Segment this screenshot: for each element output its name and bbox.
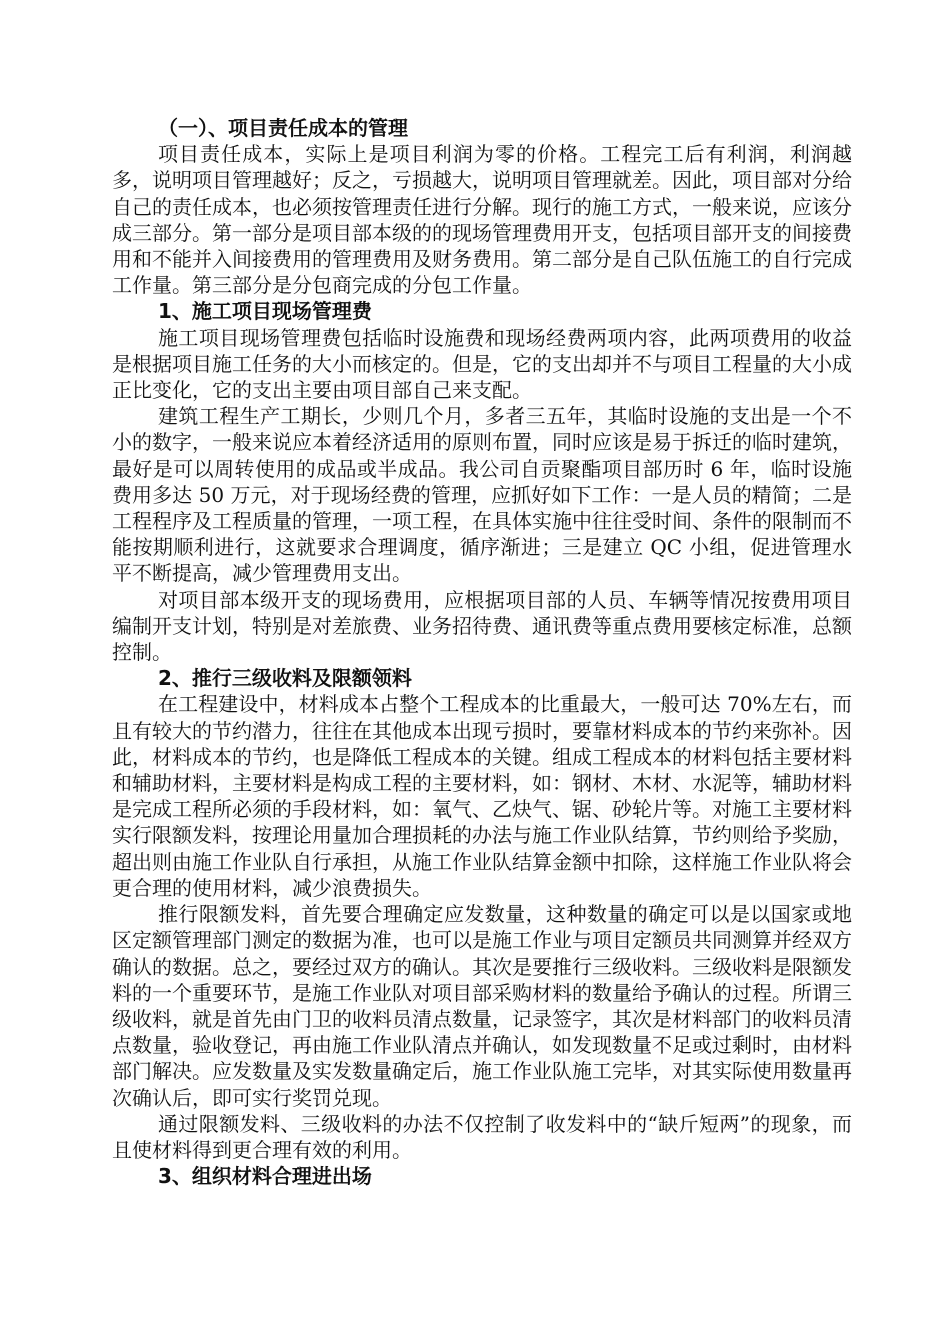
- subsection-heading: 3、组织材料合理进出场: [158, 1164, 372, 1189]
- body-paragraph: 对项目部本级开支的现场费用，应根据项目部的人员、车辆等情况按费用项目编制开支计划，特别是对差旅费、业务招待费、通讯费等重点费用要核定标准，总额控制。: [112, 587, 852, 665]
- subsection-heading: 1、施工项目现场管理费: [158, 299, 372, 324]
- body-paragraph: 通过限额发料、三级收料的办法不仅控制了收发料中的“缺斤短两”的现象，而且使材料得到更合理有效的利用。: [112, 1111, 852, 1162]
- section-heading: （一）、项目责任成本的管理: [158, 116, 408, 140]
- body-paragraph: 施工项目现场管理费包括临时设施费和现场经费两项内容，此两项费用的收益是根据项目施工任务的大小而核定的。但是，它的支出却并不与项目工程量的大小成正比变化，它的支出主要由项目部自己来支配。: [112, 325, 852, 403]
- body-paragraph: 推行限额发料，首先要合理确定应发数量，这种数量的确定可以是以国家或地区定额管理部门测定的数据为准，也可以是施工作业与项目定额员共同测算并经双方确认的数据。总之，要经过双方的确认。其次是要推行三级收料。三级收料是限额发料的一个重要环节，是施工作业队对项目部采购材料的数量给予确认的过程。所谓三级收料，就是首先由门卫的收料员清点数量，记录签字，其次是材料部门的收料员清点数量，验收登记，再由施工作业队清点并确认，如发现数量不足或过剩时，由材料部门解决。应发数量及实发数量确定后，施工作业队施工完毕，对其实际使用数量再次确认后，即可实行奖罚兑现。: [112, 902, 852, 1110]
- body-paragraph: 建筑工程生产工期长，少则几个月，多者三五年，其临时设施的支出是一个不小的数字，一般来说应本着经济适用的原则布置，同时应该是易于拆迁的临时建筑，最好是可以周转使用的成品或半成品。我公司自贡聚酯项目部历时 6 年，临时设施费用多达 50 万元，对于现场经费的管理，应抓好如下工作：一是人员的精简；二是工程程序及工程质量的管理，一项工程，在具体实施中往往受时间、条件的限制而不能按期顺利进行，这就要求合理调度，循序渐进；三是建立 QC 小组，促进管理水平不断提高，减少管理费用支出。: [112, 404, 852, 586]
- body-paragraph: 项目责任成本，实际上是项目利润为零的价格。工程完工后有利润，利润越多，说明项目管理越好；反之，亏损越大，说明项目管理就差。因此，项目部对分给自己的责任成本，也必须按管理责任进行分解。现行的施工方式，一般来说，应该分成三部分。第一部分是项目部本级的的现场管理费用开支，包括项目部开支的间接费用和不能并入间接费用的管理费用及财务费用。第二部分是自己队伍施工的自行完成工作量。第三部分是分包商完成的分包工作量。: [112, 142, 852, 298]
- document-body: [112, 115, 852, 1189]
- body-paragraph: 在工程建设中，材料成本占整个工程成本的比重最大，一般可达 70%左右，而且有较大的节约潜力，往往在其他成本出现亏损时，要靠材料成本的节约来弥补。因此，材料成本的节约，也是降低工程成本的关键。组成工程成本的材料包括主要材料和辅助材料，主要材料是构成工程的主要材料，如：钢材、木材、水泥等，辅助材料是完成工程所必须的手段材料，如：氧气、乙炔气、锯、砂轮片等。对施工主要材料实行限额发料，按理论用量加合理损耗的办法与施工作业队结算，节约则给予奖励，超出则由施工作业队自行承担，从施工作业队结算金额中扣除，这样施工作业队将会更合理的使用材料，减少浪费损失。: [112, 692, 852, 900]
- subsection-heading: 2、推行三级收料及限额领料: [158, 666, 412, 691]
